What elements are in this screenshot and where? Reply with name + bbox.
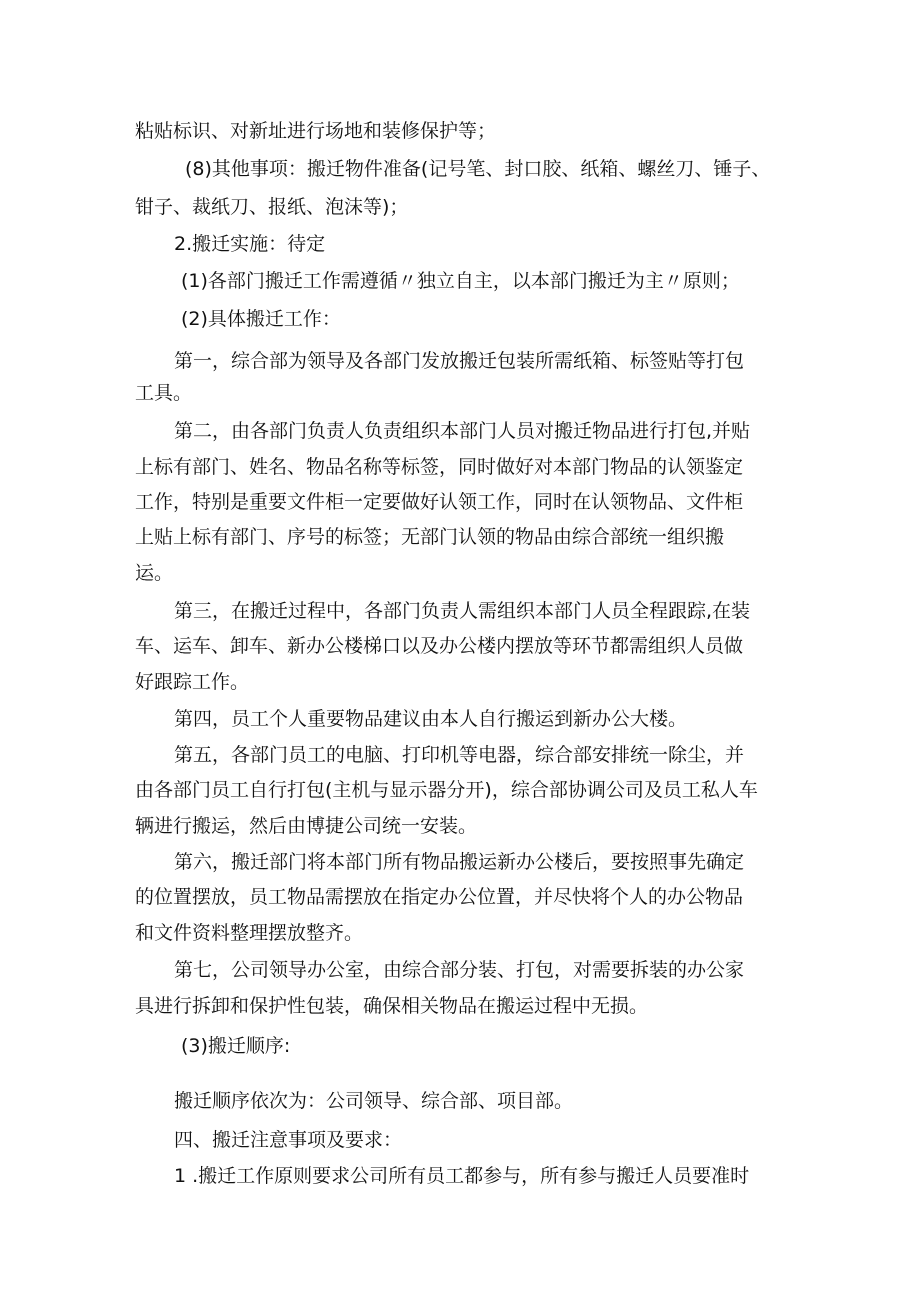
- text-line: 具进行拆卸和保护性包装，确保相关物品在搬运过程中无损。: [135, 995, 649, 1017]
- text-line: 第三，在搬迁过程中，各部门负责人需组织本部门人员全程跟踪,在装: [174, 600, 751, 622]
- text-line: (3)搬迁顺序:: [181, 1035, 291, 1057]
- text-line: 辆进行搬运，然后由博捷公司统一安装。: [135, 815, 478, 837]
- text-line: 第七，公司领导办公室，由综合部分装、打包，对需要拆装的办公家: [174, 959, 745, 981]
- text-line: 钳子、裁纸刀、报纸、泡沫等)；: [135, 196, 409, 218]
- text-line: 第二，由各部门负责人负责组织本部门人员对搬迁物品进行打包,并贴: [174, 420, 751, 442]
- text-line: 工作，特别是重要文件柜一定要做好认领工作，同时在认领物品、文件柜: [135, 491, 744, 513]
- text-line: 上贴上标有部门、序号的标签；无部门认领的物品由综合部统一组织搬: [135, 526, 725, 548]
- text-line: 好跟踪工作。: [135, 671, 250, 693]
- text-line: (2)具体搬迁工作：: [181, 308, 341, 330]
- text-line: 粘贴标识、对新址进行场地和装修保护等；: [135, 120, 497, 142]
- text-line: 1 .搬迁工作原则要求公司所有员工都参与，所有参与搬迁人员要准时: [174, 1165, 750, 1187]
- text-line: 运。: [135, 562, 174, 584]
- text-line: 和文件资料整理摆放整齐。: [135, 922, 364, 944]
- text-line: 车、运车、卸车、新办公楼梯口以及办公楼内摆放等环节都需组织人员做: [135, 635, 744, 657]
- text-line: 工具。: [135, 382, 193, 404]
- text-line: 搬迁顺序依次为：公司领导、综合部、项目部。: [174, 1090, 574, 1112]
- text-line: 第四，员工个人重要物品建议由本人自行搬运到新办公大楼。: [174, 708, 688, 730]
- text-line: (8)其他事项：搬迁物件准备(记号笔、封口胶、纸箱、螺丝刀、锤子、: [185, 158, 771, 180]
- text-line: 第六，搬迁部门将本部门所有物品搬运新办公楼后，要按照事先确定: [174, 851, 745, 873]
- text-line: 四、搬迁注意事项及要求：: [174, 1129, 403, 1151]
- text-line: 2.搬迁实施：待定: [174, 233, 326, 255]
- text-line: 上标有部门、姓名、物品名称等标签，同时做好对本部门物品的认领鉴定: [135, 456, 744, 478]
- text-line: 的位置摆放，员工物品需摆放在指定办公位置，并尽快将个人的办公物品: [135, 886, 744, 908]
- text-line: 由各部门员工自行打包(主机与显示器分开)，综合部协调公司及员工私人车: [135, 779, 758, 801]
- text-line: 第五，各部门员工的电脑、打印机等电器，综合部安排统一除尘，并: [174, 744, 745, 766]
- text-line: 第一，综合部为领导及各部门发放搬迁包装所需纸箱、标签贴等打包: [174, 350, 745, 372]
- text-line: (1)各部门搬迁工作需遵循〃独立自主，以本部门搬迁为主〃原则；: [181, 270, 740, 292]
